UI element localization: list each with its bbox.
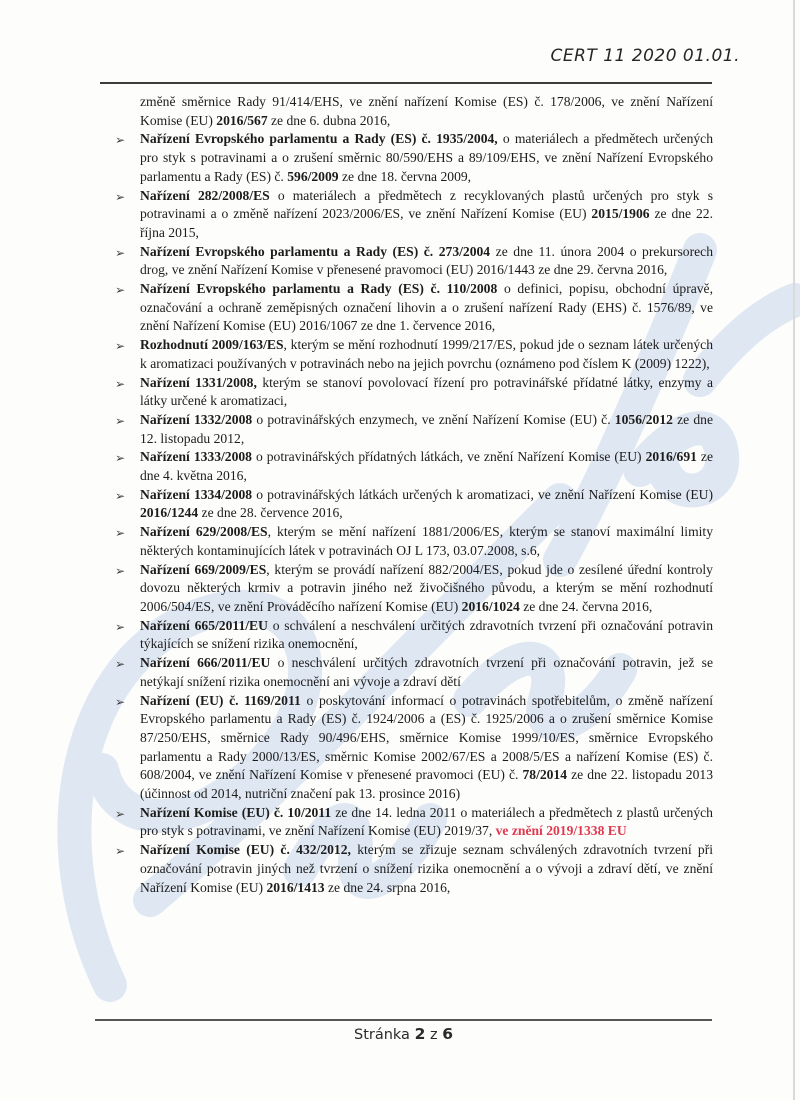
page-header-title: CERT 11 2020 01.01. [550, 46, 740, 66]
regulation-text: o potravinářských látkách určených k aromatizaci, ve znění Nařízení Komise (EU) [252, 486, 713, 502]
regulation-text: ze dne 22. listopadu 2013 (účinnost od 2014, nutriční značení pak 13. prosince 2016) [140, 767, 713, 802]
footer-label: Stránka [353, 1027, 410, 1043]
regulation-text: , kterým se provádí nařízení 882/2004/ES, pokud jde o zesílené úřední kontroly dovozu některých krmiv a potravin jiného než živočišného původu, a kterým se mění rozhodnutí 2006/504/ES, ve znění Prováděcího nařízení Komise (EU) [140, 561, 713, 614]
regulation-text: kterým se zřizuje seznam schválených zdravotních tvrzení při označování potravin jiných než tvrzení o snížení rizika onemocnění a o vývoji a zdraví dětí, ve znění Nařízení Komise (EU) [140, 842, 714, 895]
regulation-text: o poskytování informací o potravinách spotřebitelům, o změně nařízení Evropského parlamentu a Rady (ES) č. 1924/2006 a (ES) č. 1925/2006 a o zrušení směrnice Komise 87/250/EHS, směrnice Rady 90/496/EHS, směrnice Komise 1999/10/ES, směrnice Evropského parlamentu a Rady 2000/13/ES, směrnic Komise 2002/67/ES a 2008/5/ES a nařízení Komise (ES) č. 608/2004, ve znění Nařízení Komise v přenesené pravomoci (EU) č. [140, 692, 713, 783]
regulation-text: Nařízení Komise (EU) č. 432/2012, [140, 842, 351, 858]
regulation-text: ze dne 22. října 2015, [140, 206, 713, 240]
regulation-text: změně směrnice Rady 91/414/EHS, ve znění nařízení Komise (ES) č. 178/2006, ve znění Nařízení Komise (EU) [140, 94, 713, 128]
regulation-text: 2016/1244 [140, 505, 199, 521]
footer-of-word: z [429, 1027, 438, 1043]
list-item [100, 561, 713, 617]
regulation-text: 2016/1413 [266, 879, 325, 895]
bullet-arrow-icon: ➢ [115, 657, 126, 672]
list-item [100, 617, 713, 654]
regulation-text: 596/2009 [287, 168, 339, 184]
regulation-text: ze dne 28. července 2016, [198, 505, 343, 521]
bullet-arrow-icon: ➢ [115, 245, 126, 260]
regulation-text: 2016/567 [216, 112, 268, 128]
bullet-arrow-icon: ➢ [115, 413, 126, 428]
regulation-text: Nařízení 1333/2008 [140, 449, 252, 465]
list-item [100, 336, 713, 373]
bullet-arrow-icon: ➢ [115, 806, 126, 821]
bullet-arrow-icon: ➢ [115, 844, 126, 859]
list-item [100, 804, 713, 841]
regulation-text: o potravinářských enzymech, ve znění Nařízení Komise (EU) č. [252, 411, 615, 427]
list-item [100, 243, 713, 280]
page-footer [95, 1025, 712, 1043]
bullet-arrow-icon: ➢ [115, 694, 126, 709]
regulation-text: kterým se stanoví povolovací řízení pro potravinářské přídatné látky, enzymy a látky určené k aromatizaci, [140, 374, 713, 409]
list-item [100, 523, 713, 560]
list-item [100, 130, 713, 186]
list-item [100, 841, 713, 897]
regulation-text: ze dne 4. května 2016, [140, 449, 713, 484]
regulation-text: ze dne 11. února 2004 o prekursorech drog, ve znění Nařízení Komise v přenesené pravomoci (EU) 2016/1443 ze dne 29. června 2016, [140, 243, 713, 278]
regulation-text: 2015/1906 [591, 206, 650, 222]
scan-edge-artifact [793, 0, 795, 1100]
list-item [100, 280, 713, 336]
list-item [100, 411, 713, 448]
amendment-highlight-red: ve znění 2019/1338 EU [495, 823, 627, 839]
regulation-text: Nařízení Evropského parlamentu a Rady (ES) č. 110/2008 [140, 281, 498, 297]
bullet-arrow-icon: ➢ [115, 189, 126, 204]
bullet-arrow-icon: ➢ [115, 451, 126, 466]
regulation-text: o neschválení určitých zdravotních tvrzení při označování potravin, jež se netýkají snížení rizika onemocnění ani vývoje a zdraví dětí [140, 655, 713, 689]
bullet-arrow-icon: ➢ [115, 133, 126, 148]
bullet-arrow-icon: ➢ [115, 376, 126, 391]
regulation-text: 2016/1024 [461, 598, 520, 614]
bullet-arrow-icon: ➢ [115, 283, 126, 298]
regulation-text: 78/2014 [522, 767, 568, 783]
regulation-text: ze dne 12. listopadu 2012, [140, 411, 714, 446]
regulation-text: Nařízení 1331/2008, [140, 374, 257, 390]
regulation-text: Rozhodnutí 2009/163/ES [140, 337, 284, 353]
list-item [100, 374, 713, 411]
header-rule [100, 82, 712, 84]
regulation-text: , kterým se mění rozhodnutí 1999/217/ES, pokud jde o seznam látek určených k aromatizaci používaných v potravinách nebo na jejich povrchu (oznámeno pod číslem K (2009) 1222), [140, 337, 713, 371]
footer-page-number: 2 [414, 1025, 426, 1043]
bullet-arrow-icon: ➢ [115, 563, 126, 578]
regulation-text: o schválení a neschválení určitých zdravotních tvrzení při označování potravin týkajících se snížení rizika onemocnění, [140, 617, 713, 652]
list-item [100, 692, 713, 804]
list-item [100, 654, 713, 691]
list-item [100, 448, 713, 485]
regulation-text: Nařízení Evropského parlamentu a Rady (ES) č. 1935/2004, [140, 131, 498, 147]
regulation-text: , kterým se mění nařízení 1881/2006/ES, kterým se stanoví maximální limity některých kontaminujících látek v potravinách OJ L 173, 03.07.2008, s.6, [140, 524, 713, 558]
list-item [100, 486, 713, 523]
footer-total-pages: 6 [442, 1025, 453, 1043]
regulation-text: 2016/691 [645, 449, 697, 465]
regulation-text: ze dne 14. ledna 2011 o materiálech a předmětech z plastů určených pro styk s potravinami, ve znění Nařízení Komise (EU) 2019/37, [140, 804, 713, 839]
regulation-text: ze dne 24. června 2016, [519, 598, 653, 614]
regulation-text: Nařízení 1332/2008 [140, 411, 253, 427]
regulation-text: o definici, popisu, obchodní úpravě, označování a ochraně zeměpisných označení lihovin a o zrušení nařízení Rady (EHS) č. 1576/89, ve znění Nařízení Komise (EU) 2016/1067 ze dne 1. července 2016, [140, 281, 713, 334]
regulation-text: Nařízení 665/2011/EU [140, 617, 268, 633]
regulation-text: Nařízení 669/2009/ES [140, 561, 267, 577]
regulation-text: Nařízení Evropského parlamentu a Rady (ES) č. 273/2004 [140, 243, 491, 259]
regulation-text: Nařízení (EU) č. 1169/2011 [140, 692, 301, 708]
regulation-text: Nařízení 666/2011/EU [140, 655, 271, 671]
regulation-text: ze dne 18. června 2009, [338, 168, 472, 184]
regulation-text: ze dne 6. dubna 2016, [267, 112, 391, 128]
bullet-arrow-icon: ➢ [115, 619, 126, 634]
regulation-text: Nařízení 282/2008/ES [140, 187, 270, 203]
regulation-text: 1056/2012 [614, 411, 673, 427]
regulation-text: o materiálech a předmětech určených pro styk s potravinami a o zrušení směrnic 80/590/EHS a 89/109/EHS, ve znění Nařízení Evropského parlamentu a Rady (ES) č. [140, 131, 713, 184]
document-body [100, 93, 713, 897]
regulation-text: Nařízení Komise (EU) č. 10/2011 [140, 804, 332, 820]
bullet-arrow-icon: ➢ [115, 526, 126, 541]
regulation-text: o materiálech a předmětech z recyklovaných plastů určených pro styk s potravinami a o změně nařízení 2023/2006/ES, ve znění Nařízení Komise (EU) [140, 187, 713, 222]
regulation-text: Nařízení 629/2008/ES [140, 524, 268, 540]
regulation-text: Nařízení 1334/2008 [140, 486, 253, 502]
bullet-arrow-icon: ➢ [115, 488, 126, 503]
bullet-arrow-icon: ➢ [115, 339, 126, 354]
list-item [100, 187, 713, 243]
regulation-text: o potravinářských přídatných látkách, ve znění Nařízení Komise (EU) [251, 449, 646, 465]
list-item [100, 93, 713, 130]
footer-rule [95, 1019, 712, 1021]
regulation-text: ze dne 24. srpna 2016, [324, 879, 451, 895]
